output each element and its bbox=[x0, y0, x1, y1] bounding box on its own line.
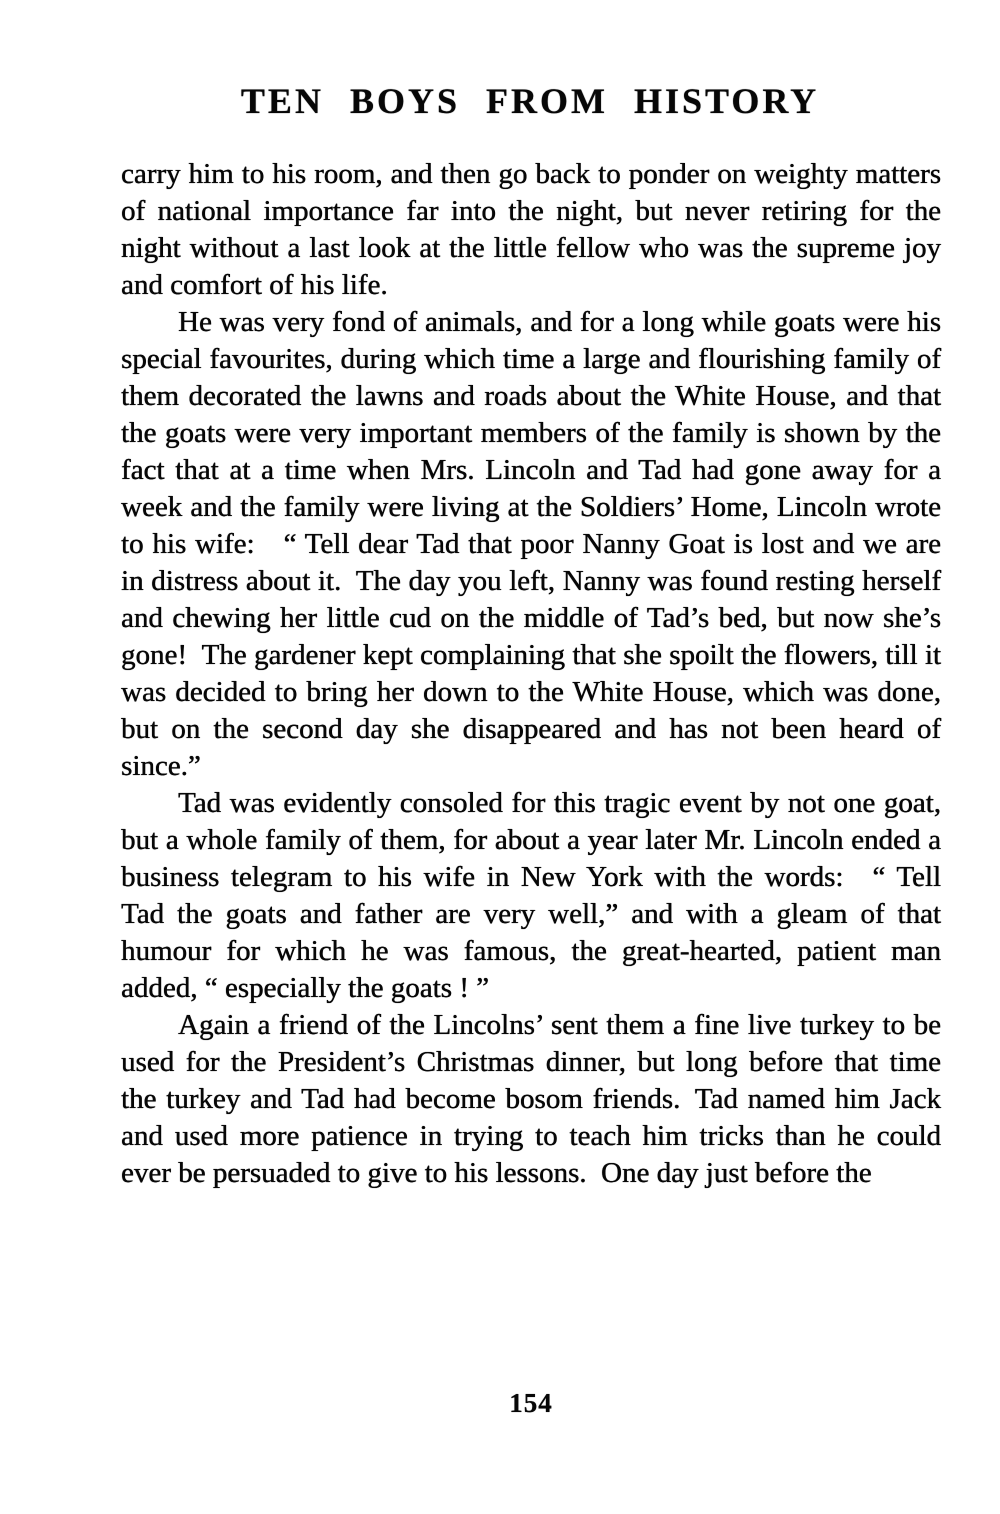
page-header: TEN BOYS FROM HISTORY bbox=[240, 81, 820, 121]
body-paragraph: Tad was evidently consoled for this tragic event by not one goat, but a whole family of them, for about a year later Mr. Lincoln ended a business telegram to his wife in New York with the words: “ Tell Tad the goats and father are very well,” and with a gleam of that humour for which he was famous, the great-hearted, patient man added, “ especially the goats ! ” bbox=[121, 787, 941, 1004]
page-number: 154 bbox=[509, 1388, 553, 1418]
body-paragraph: carry him to his room, and then go back to ponder on weighty matters of national importance far into the night, but never retiring for the night without a last look at the little fellow who was the supreme joy and comfort of his life. bbox=[121, 158, 941, 301]
text-block bbox=[121, 156, 941, 1192]
body-paragraph: He was very fond of animals, and for a long while goats were his special favourites, during which time a large and flourishing family of them decorated the lawns and roads about the White House, and that the goats were very important members of the family is shown by the fact that at a time when Mrs. Lincoln and Tad had gone away for a week and the family were living at the Soldiers’ Home, Lincoln wrote to his wife: “ Tell dear Tad that poor Nanny Goat is lost and we are in distress about it. The day you left, Nanny was found resting herself and chewing her little cud on the middle of Tad’s bed, but now she’s gone! The gardener kept complaining that she spoilt the flowers, till it was decided to bring her down to the White House, which was done, but on the second day she disappeared and has not been heard of since.” bbox=[121, 306, 941, 782]
body-paragraph: Again a friend of the Lincolns’ sent them a fine live turkey to be used for the President’s Christmas dinner, but long before that time the turkey and Tad had become bosom friends. Tad named him Jack and used more patience in trying to teach him tricks than he could ever be persuaded to give to his lessons. One day just before the bbox=[121, 1009, 941, 1189]
